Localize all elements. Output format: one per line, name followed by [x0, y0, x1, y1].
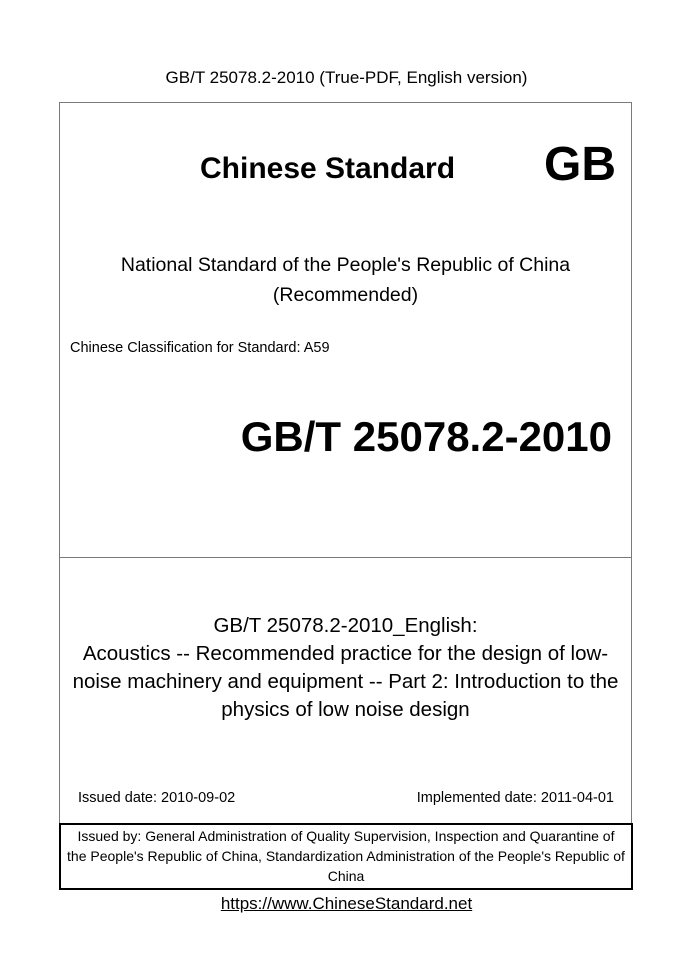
document-title-line: noise machinery and equipment -- Part 2: Introduction to the [72, 670, 619, 693]
document-title-line: Acoustics -- Recommended practice for the design of low- [82, 642, 609, 665]
classification-label: Chinese Classification for Standard: A59 [70, 340, 330, 356]
national-standard-line: National Standard of the People's Republic of China [120, 254, 571, 276]
brand-title: Chinese Standard [200, 152, 456, 185]
issuer-line: Issued by: General Administration of Quality Supervision, Inspection and Quarantine of [77, 828, 615, 844]
document-title-line: GB/T 25078.2-2010_English: [213, 614, 478, 637]
document-header-title: GB/T 25078.2-2010 (True-PDF, English version) [165, 68, 528, 87]
issued-date: Issued date: 2010-09-02 [78, 790, 236, 806]
national-standard-heading [59, 250, 632, 310]
issuer-line: China [327, 868, 365, 884]
document-title [59, 612, 632, 724]
document-title-line: physics of low noise design [221, 698, 470, 721]
implemented-date: Implemented date: 2011-04-01 [416, 790, 614, 806]
website-link[interactable]: https://www.ChineseStandard.net [220, 894, 473, 913]
cover-frame [59, 102, 632, 890]
issuer-text [59, 826, 633, 886]
recommended-label: (Recommended) [272, 284, 419, 306]
standard-number: GB/T 25078.2-2010 [240, 413, 612, 460]
brand-code: GB [544, 138, 616, 191]
cover-divider [59, 557, 632, 558]
issuer-line: the People's Republic of China, Standardization Administration of the People's Republic of [67, 848, 625, 864]
